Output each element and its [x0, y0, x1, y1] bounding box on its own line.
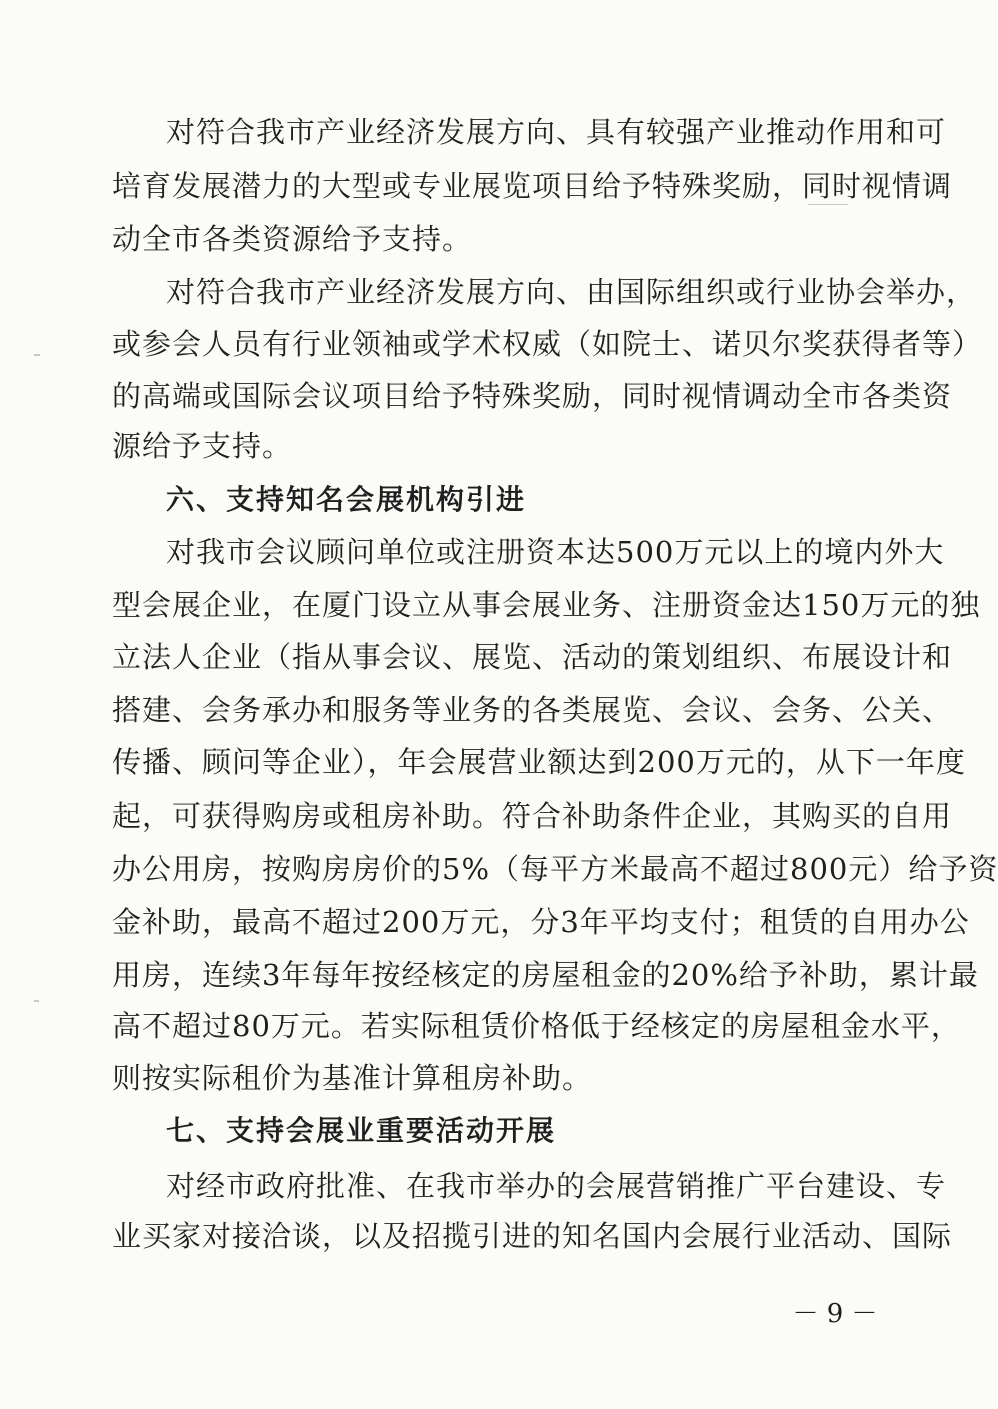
scan-speck [808, 204, 848, 205]
paragraph-3-line-2: 型会展企业，在厦门设立从事会展业务、注册资金达150万元的独 [112, 588, 981, 622]
paragraph-2-line-3: 的高端或国际会议项目给予特殊奖励，同时视情调动全市各类资 [112, 379, 953, 413]
paragraph-1-line-3: 动全市各类资源给予支持。 [112, 222, 473, 256]
paragraph-3-line-4: 搭建、会务承办和服务等业务的各类展览、会议、会务、公关、 [112, 693, 953, 727]
paragraph-1-line-1: 对符合我市产业经济发展方向、具有较强产业推动作用和可 [166, 115, 947, 149]
scan-speck [34, 1000, 39, 1002]
paragraph-3-line-9: 用房，连续3年每年按经核定的房屋租金的20%给予补助，累计最 [112, 958, 979, 992]
paragraph-3-line-8: 金补助，最高不超过200万元，分3年平均支付；租赁的自用办公 [112, 905, 970, 939]
paragraph-1-line-2: 培育发展潜力的大型或专业展览项目给予特殊奖励，同时视情调 [112, 169, 953, 203]
paragraph-2-line-4: 源给予支持。 [112, 429, 293, 463]
page-number: － 9 － [792, 1299, 878, 1329]
paragraph-2-line-2: 或参会人员有行业领袖或学术权威（如院士、诺贝尔奖获得者等） [112, 327, 983, 361]
paragraph-4-line-2: 业买家对接洽谈，以及招揽引进的知名国内会展行业活动、国际 [112, 1219, 953, 1253]
paragraph-3-line-1: 对我市会议顾问单位或注册资本达500万元以上的境内外大 [166, 535, 945, 569]
paragraph-3-line-3: 立法人企业（指从事会议、展览、活动的策划组织、布展设计和 [112, 640, 953, 674]
paragraph-3-line-11: 则按实际租价为基准计算租房补助。 [112, 1061, 593, 1095]
section-heading-7: 七、支持会展业重要活动开展 [166, 1114, 557, 1147]
paragraph-3-line-6: 起，可获得购房或租房补助。符合补助条件企业，其购买的自用 [112, 799, 953, 833]
section-heading-6: 六、支持知名会展机构引进 [166, 483, 527, 516]
paragraph-3-line-5: 传播、顾问等企业），年会展营业额达到200万元的，从下一年度 [112, 745, 966, 779]
paragraph-2-line-1: 对符合我市产业经济发展方向、由国际组织或行业协会举办， [166, 275, 977, 309]
paragraph-4-line-1: 对经市政府批准、在我市举办的会展营销推广平台建设、专 [166, 1169, 947, 1203]
paragraph-3-line-7: 办公用房，按购房房价的5%（每平方米最高不超过800元）给予资 [112, 852, 998, 886]
paragraph-3-line-10: 高不超过80万元。若实际租赁价格低于经核定的房屋租金水平， [112, 1009, 961, 1043]
scan-speck [34, 354, 40, 356]
